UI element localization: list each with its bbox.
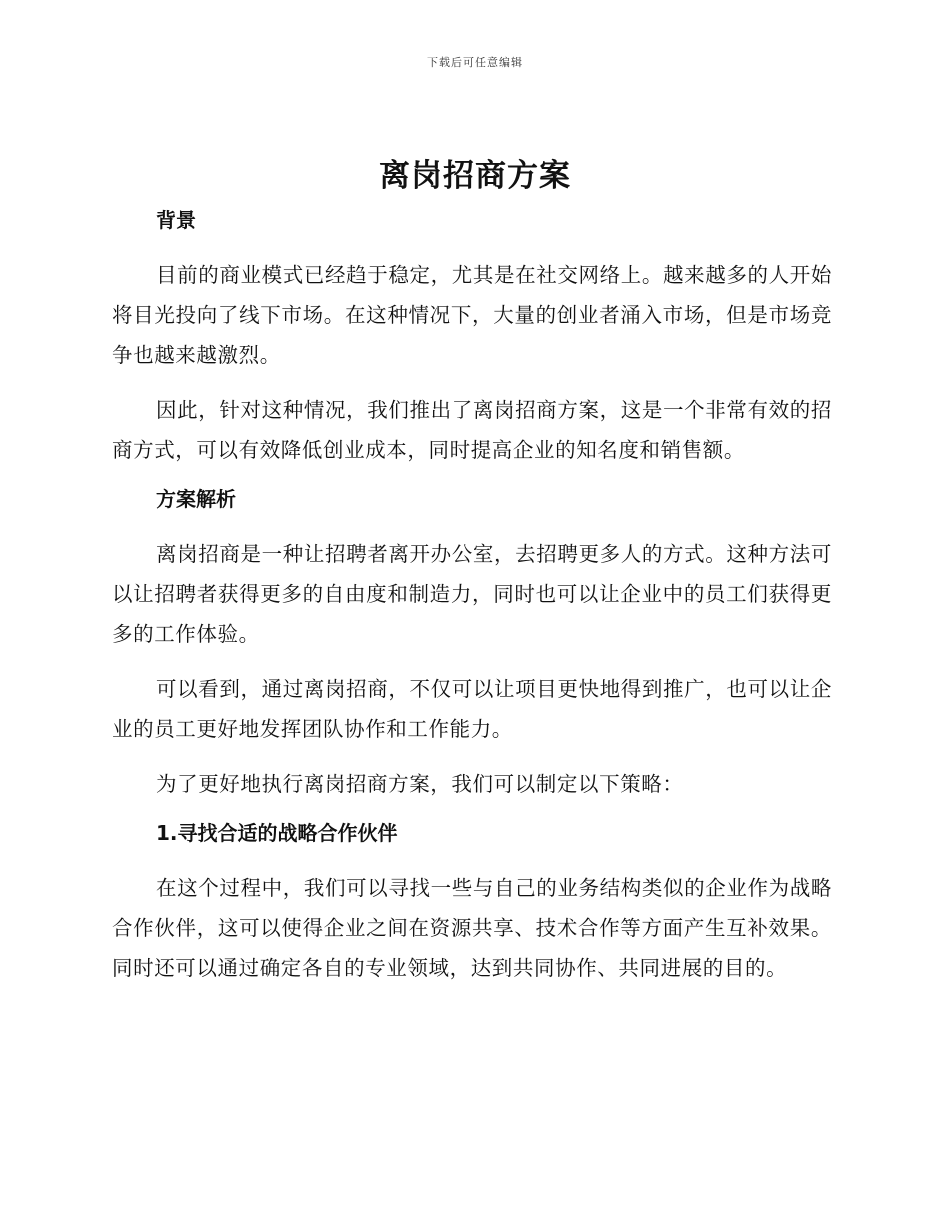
paragraph-analysis-1: 离岗招商是一种让招聘者离开办公室，去招聘更多人的方式。这种方法可以让招聘者获得更多的自由度和制造力，同时也可以让企业中的员工们获得更多的工作体验。 (112, 542, 832, 646)
paragraph-analysis-3: 为了更好地执行离岗招商方案，我们可以制定以下策略： (156, 772, 684, 796)
section-heading-analysis: 方案解析 (156, 487, 236, 511)
document-body (112, 203, 832, 988)
header-note: 下载后可任意编辑 (427, 56, 523, 69)
paragraph-analysis-2: 可以看到，通过离岗招商，不仅可以让项目更快地得到推广，也可以让企业的员工更好地发挥团队协作和工作能力。 (112, 677, 832, 741)
section-heading-background: 背景 (156, 208, 196, 232)
paragraph-background-2: 因此，针对这种情况，我们推出了离岗招商方案，这是一个非常有效的招商方式，可以有效降低创业成本，同时提高企业的知名度和销售额。 (112, 398, 832, 462)
section-heading-strategy-1: 1.寻找合适的战略合作伙伴 (156, 821, 398, 845)
document-title: 离岗招商方案 (379, 158, 571, 194)
paragraph-strategy-1: 在这个过程中，我们可以寻找一些与自己的业务结构类似的企业作为战略合作伙伴，这可以使得企业之间在资源共享、技术合作等方面产生互补效果。同时还可以通过确定各自的专业领域，达到共同协作、共同进展的目的。 (112, 876, 832, 980)
paragraph-background-1: 目前的商业模式已经趋于稳定，尤其是在社交网络上。越来越多的人开始将目光投向了线下市场。在这种情况下，大量的创业者涌入市场，但是市场竞争也越来越激烈。 (112, 263, 832, 367)
